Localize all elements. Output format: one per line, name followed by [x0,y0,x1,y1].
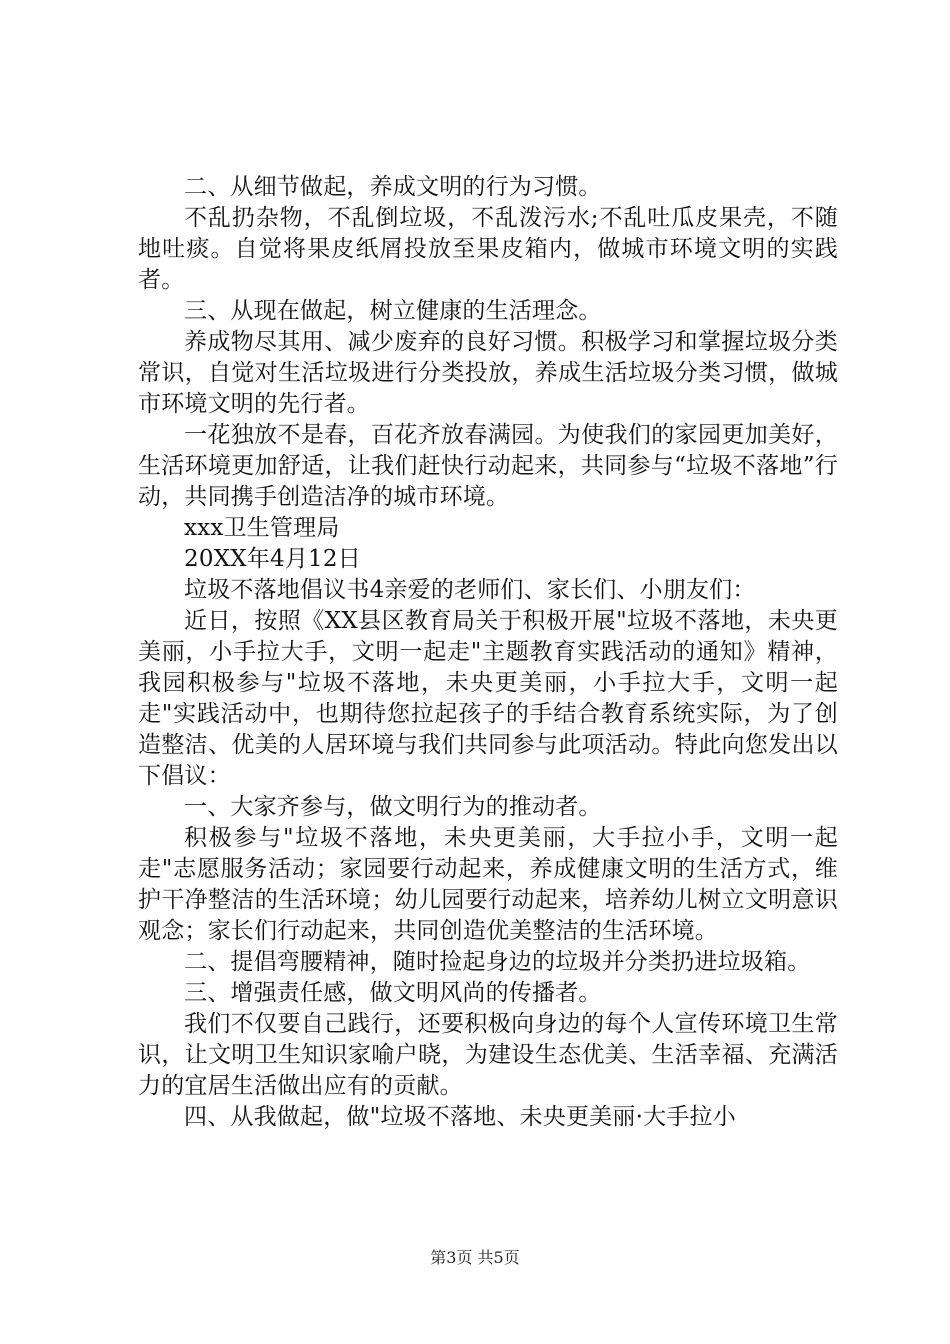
body-paragraph: 养成物尽其用、减少废弃的良好习惯。积极学习和掌握垃圾分类常识，自觉对生活垃圾进行分类投放，养成生活垃圾分类习惯，做城市环境文明的先行者。 [138,329,838,417]
letter-salutation: 垃圾不落地倡议书4亲爱的老师们、家长们、小朋友们： [184,577,756,603]
page-number-footer: 第3页 共5页 [430,1248,520,1267]
section-heading: 一、大家齐参与，做文明行为的推动者。 [184,794,602,820]
section-heading: 三、增强责任感，做文明风尚的传播者。 [184,980,602,1006]
signature-date: 20XX年4月12日 [184,546,361,572]
section-heading: 二、从细节做起，养成文明的行为习惯。 [184,174,602,200]
body-paragraph: 积极参与"垃圾不落地，未央更美丽，大手拉小手，文明一起走"志愿服务活动；家园要行动起来，养成健康文明的生活方式，维护干净整洁的生活环境；幼儿园要行动起来，培养幼儿树立文明意识观念；家长们行动起来，共同创造优美整洁的生活环境。 [138,825,838,944]
signature-org: xxx卫生管理局 [184,515,340,541]
section-heading: 二、提倡弯腰精神，随时捡起身边的垃圾并分类扔进垃圾箱。 [184,949,811,975]
body-paragraph: 我们不仅要自己践行，还要积极向身边的每个人宣传环境卫生常识，让文明卫生知识家喻户晓，为建设生态优美、生活幸福、充满活力的宜居生活做出应有的贡献。 [138,1011,838,1099]
body-paragraph: 近日，按照《XX县区教育局关于积极开展"垃圾不落地，未央更美丽，小手拉大手，文明一起走"主题教育实践活动的通知》精神，我园积极参与"垃圾不落地，未央更美丽，小手拉大手，文明一起走"实践活动中，也期待您拉起孩子的手结合教育系统实际，为了创造整洁、优美的人居环境与我们共同参与此项活动。特此向您发出以下倡议： [138,608,838,789]
document-body [138,172,838,1133]
body-paragraph: 一花独放不是春，百花齐放春满园。为使我们的家园更加美好，生活环境更加舒适，让我们赶快行动起来，共同参与“垃圾不落地”行动，共同携手创造洁净的城市环境。 [138,422,838,510]
body-paragraph: 不乱扔杂物，不乱倒垃圾，不乱泼污水;不乱吐瓜皮果壳，不随地吐痰。自觉将果皮纸屑投放至果皮箱内，做城市环境文明的实践者。 [138,205,838,293]
section-heading: 四、从我做起，做"垃圾不落地、未央更美丽·大手拉小 [184,1104,736,1130]
section-heading: 三、从现在做起，树立健康的生活理念。 [184,298,602,324]
